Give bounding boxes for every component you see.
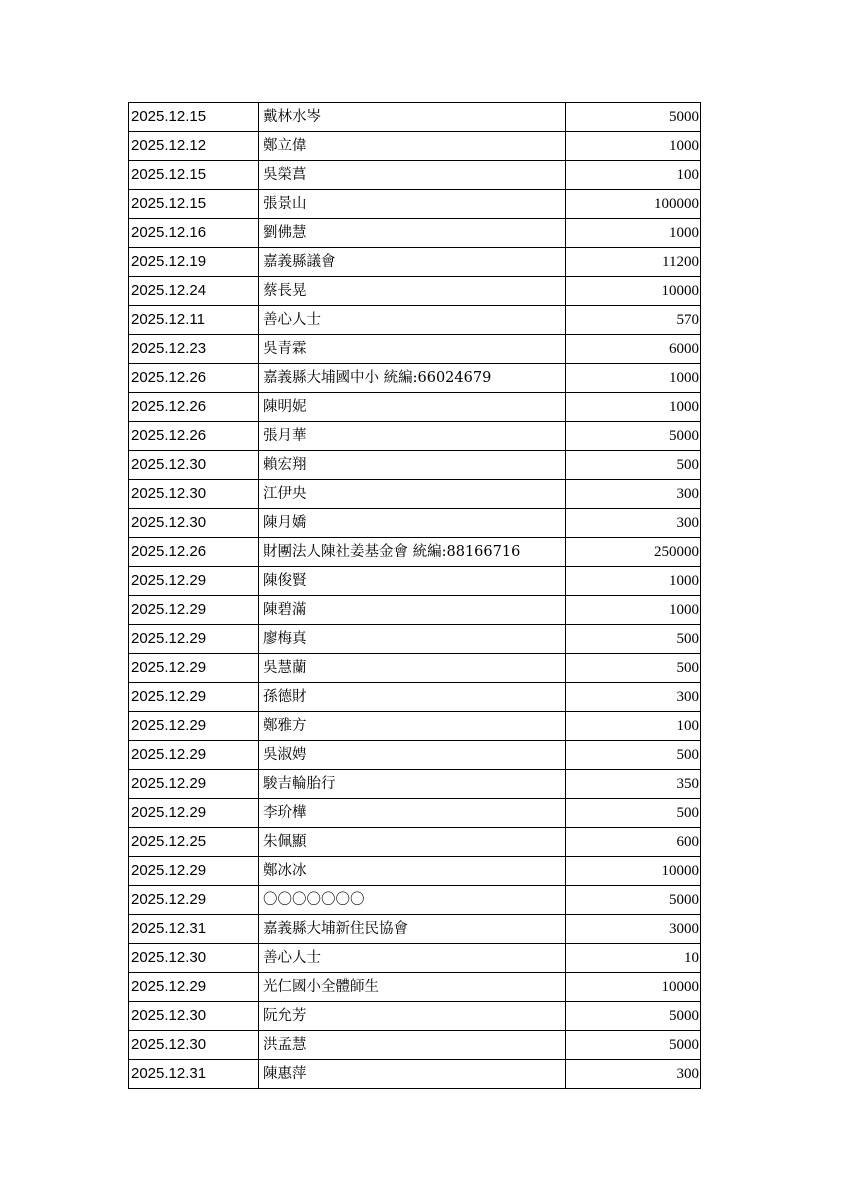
donation-amount-cell: 300 [566,480,701,509]
donation-amount-cell: 11200 [566,248,701,277]
table-row [129,596,701,625]
donor-name-cell: 陳惠萍 [259,1060,566,1089]
donor-name-cell: 善心人士 [259,306,566,335]
table-row [129,364,701,393]
donation-amount-cell: 500 [566,654,701,683]
donation-date-cell: 2025.12.29 [129,625,259,654]
donor-name-cell: 財團法人陳社姜基金會 統編:88166716 [259,538,566,567]
donor-name-cell: 鄭立偉 [259,132,566,161]
donation-date-cell: 2025.12.15 [129,103,259,132]
donation-amount-cell: 5000 [566,886,701,915]
donation-date-cell: 2025.12.26 [129,364,259,393]
donation-amount-cell: 500 [566,625,701,654]
donation-date-cell: 2025.12.29 [129,567,259,596]
donation-date-cell: 2025.12.23 [129,335,259,364]
table-row [129,1060,701,1089]
donation-amount-cell: 100 [566,161,701,190]
donor-name-cell: 戴林水岑 [259,103,566,132]
donation-date-cell: 2025.12.30 [129,451,259,480]
table-row [129,219,701,248]
donor-name-cell: 吳淑娉 [259,741,566,770]
donation-date-cell: 2025.12.29 [129,654,259,683]
donation-date-cell: 2025.12.31 [129,1060,259,1089]
table-row [129,190,701,219]
donation-date-cell: 2025.12.29 [129,596,259,625]
donation-date-cell: 2025.12.29 [129,799,259,828]
donor-name-cell: 孫德財 [259,683,566,712]
donor-name-cell: 善心人士 [259,944,566,973]
donor-name-cell: 陳碧滿 [259,596,566,625]
donation-amount-cell: 570 [566,306,701,335]
donation-date-cell: 2025.12.26 [129,422,259,451]
table-row [129,480,701,509]
donation-amount-cell: 10000 [566,973,701,1002]
donor-name-cell: 阮允芳 [259,1002,566,1031]
donation-date-cell: 2025.12.29 [129,741,259,770]
donor-name-cell: 嘉義縣議會 [259,248,566,277]
table-row [129,915,701,944]
donation-amount-cell: 1000 [566,393,701,422]
donor-name-cell: 洪孟慧 [259,1031,566,1060]
table-row [129,451,701,480]
donation-date-cell: 2025.12.29 [129,683,259,712]
table-row [129,277,701,306]
donation-date-cell: 2025.12.12 [129,132,259,161]
table-row [129,248,701,277]
donor-name-cell: 鄭雅方 [259,712,566,741]
donor-name-cell: 蔡長晃 [259,277,566,306]
table-row [129,1031,701,1060]
donation-date-cell: 2025.12.25 [129,828,259,857]
donor-name-cell: 陳明妮 [259,393,566,422]
donation-amount-cell: 250000 [566,538,701,567]
donor-name-cell: 陳月嬌 [259,509,566,538]
table-row [129,103,701,132]
donor-name-cell: 吳青霖 [259,335,566,364]
donation-date-cell: 2025.12.29 [129,886,259,915]
donation-date-cell: 2025.12.29 [129,770,259,799]
table-row [129,770,701,799]
donation-amount-cell: 5000 [566,1031,701,1060]
table-row [129,799,701,828]
donation-date-cell: 2025.12.30 [129,1002,259,1031]
donation-amount-cell: 300 [566,509,701,538]
donation-date-cell: 2025.12.15 [129,190,259,219]
donation-amount-cell: 600 [566,828,701,857]
donation-date-cell: 2025.12.31 [129,915,259,944]
donation-amount-cell: 500 [566,741,701,770]
table-row [129,538,701,567]
donation-amount-cell: 10 [566,944,701,973]
table-row [129,161,701,190]
donation-amount-cell: 350 [566,770,701,799]
donation-date-cell: 2025.12.29 [129,712,259,741]
donation-date-cell: 2025.12.30 [129,944,259,973]
table-row [129,712,701,741]
table-row [129,132,701,161]
donation-amount-cell: 100000 [566,190,701,219]
donor-name-cell: 江伊央 [259,480,566,509]
donation-date-cell: 2025.12.15 [129,161,259,190]
donor-name-cell: 朱佩顯 [259,828,566,857]
donor-name-cell: 廖梅真 [259,625,566,654]
donation-date-cell: 2025.12.11 [129,306,259,335]
table-row [129,335,701,364]
donation-table-body [129,103,701,1089]
table-row [129,509,701,538]
donation-amount-cell: 5000 [566,422,701,451]
donation-date-cell: 2025.12.24 [129,277,259,306]
table-row [129,567,701,596]
donor-name-cell: 鄭冰冰 [259,857,566,886]
donation-date-cell: 2025.12.16 [129,219,259,248]
donation-date-cell: 2025.12.30 [129,480,259,509]
donation-amount-cell: 1000 [566,596,701,625]
donation-amount-cell: 500 [566,799,701,828]
donation-date-cell: 2025.12.30 [129,509,259,538]
donor-name-cell: 嘉義縣大埔新住民協會 [259,915,566,944]
donation-amount-cell: 1000 [566,364,701,393]
donor-name-cell: 嘉義縣大埔國中小 統編:66024679 [259,364,566,393]
table-row [129,1002,701,1031]
donor-name-cell: 張月華 [259,422,566,451]
donation-amount-cell: 1000 [566,132,701,161]
donor-name-cell: 吳榮菖 [259,161,566,190]
donation-amount-cell: 500 [566,451,701,480]
donor-name-cell: 駿吉輪胎行 [259,770,566,799]
table-row [129,306,701,335]
table-row [129,683,701,712]
donation-date-cell: 2025.12.26 [129,538,259,567]
donor-name-cell: 張景山 [259,190,566,219]
donation-amount-cell: 5000 [566,103,701,132]
donation-amount-cell: 1000 [566,219,701,248]
donation-date-cell: 2025.12.30 [129,1031,259,1060]
table-row [129,393,701,422]
table-row [129,422,701,451]
table-row [129,741,701,770]
donor-name-cell: 劉佛慧 [259,219,566,248]
donor-name-cell: 吳慧蘭 [259,654,566,683]
table-row [129,828,701,857]
donation-table [128,102,701,1089]
donation-amount-cell: 300 [566,683,701,712]
donor-name-cell: 光仁國小全體師生 [259,973,566,1002]
donation-date-cell: 2025.12.29 [129,973,259,1002]
donation-amount-cell: 6000 [566,335,701,364]
table-row [129,857,701,886]
donation-date-cell: 2025.12.29 [129,857,259,886]
donation-date-cell: 2025.12.26 [129,393,259,422]
table-row [129,973,701,1002]
donation-date-cell: 2025.12.19 [129,248,259,277]
donation-amount-cell: 100 [566,712,701,741]
table-row [129,625,701,654]
donation-amount-cell: 5000 [566,1002,701,1031]
donation-amount-cell: 10000 [566,277,701,306]
donor-name-cell: 賴宏翔 [259,451,566,480]
table-row [129,886,701,915]
donation-amount-cell: 300 [566,1060,701,1089]
donor-name-cell: 〇〇〇〇〇〇〇 [259,886,566,915]
donation-amount-cell: 1000 [566,567,701,596]
table-row [129,654,701,683]
donation-amount-cell: 10000 [566,857,701,886]
donor-name-cell: 李玠樺 [259,799,566,828]
donor-name-cell: 陳俊賢 [259,567,566,596]
table-row [129,944,701,973]
donation-amount-cell: 3000 [566,915,701,944]
